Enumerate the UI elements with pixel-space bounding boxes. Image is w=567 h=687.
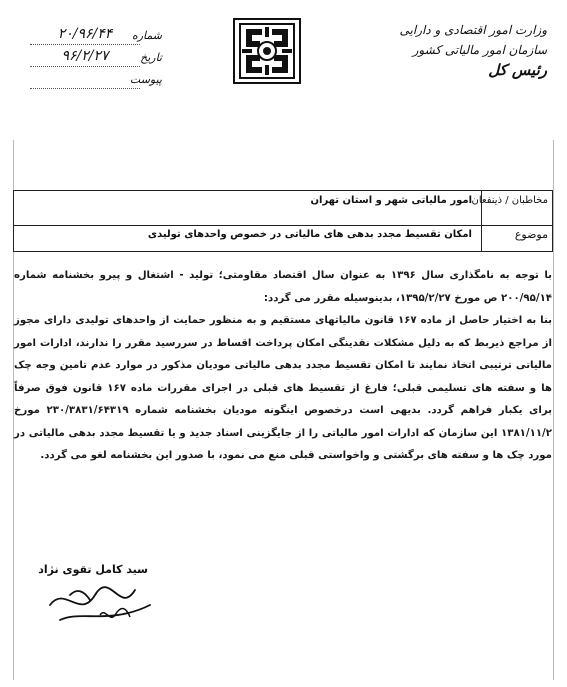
organization-name: سازمان امور مالیاتی کشور — [412, 43, 547, 57]
body-paragraph-main: بنا به اختیار حاصل از ماده ۱۶۷ قانون مالیاتهای مستقیم و به منظور حمایت از واحدهای تولیدی دارای مجوز از مراجع ذیربط که به دلیل مشکلات نقدینگی امکان پرداخت اقساط در سررسید مقرر را ندارند، ادارات امور مالیاتی ترتیبی اتخاذ نمایند تا امکان تقسیط مجدد بدهی مالیاتی مودیان مذکور در موارد عدم تامین وجه چک ها و سفته های تسلیمی قبلی؛ فارغ از تقسیط های قبلی در اجرای مقررات ماده ۱۶۷ قانون فوق صرفاً برای یکبار فراهم گردد. بدیهی است درخصوص اینگونه مودیان بخشنامه شماره ۲۳۰/۳۸۳۱/۶۴۳۱۹ مورخ ۱۳۸۱/۱۱/۲ این سازمان که ادارات امور مالیاتی را از جایگزینی اسناد جدید و یا تقسیط مجدد بدهی مالیاتی در مورد چک ها و سفته های برگشتی و واخواستی قبلی منع می نمود، با صدور این بخشنامه لغو می گردد. — [14, 315, 552, 461]
recipients-value: امور مالیاتی شهر و استان تهران — [310, 195, 472, 206]
attachment-label: پیوست — [129, 73, 162, 86]
tax-organization-emblem-icon — [232, 17, 302, 85]
date-value: ۹۶/۲/۲۷ — [30, 48, 140, 67]
number-label: شماره — [131, 29, 162, 42]
number-row — [22, 26, 162, 48]
recipients-label: مخاطبان / ذینفعان — [471, 195, 548, 206]
signatory-name: سید کامل تقوی نژاد — [38, 563, 148, 576]
table-divider — [481, 225, 482, 251]
office-title: رئیس کل — [488, 61, 547, 79]
subject-value: امکان تقسیط مجدد بدهی های مالیاتی در خصوص واحدهای تولیدی — [147, 229, 472, 240]
handwritten-signature — [40, 575, 160, 635]
date-label: تاریخ — [140, 51, 162, 64]
attachment-value — [30, 70, 140, 89]
ministry-name: وزارت امور اقتصادی و دارایی — [399, 23, 547, 37]
recipients-subject-table — [13, 190, 553, 252]
right-margin-line — [553, 140, 554, 680]
recipients-row — [14, 191, 552, 226]
letterhead — [382, 20, 547, 80]
letter-body — [14, 265, 552, 468]
subject-row — [14, 225, 552, 251]
date-row — [22, 48, 162, 70]
body-paragraph-intro: با توجه به نامگذاری سال ۱۳۹۶ به عنوان سال اقتصاد مقاومتی؛ تولید - اشتغال و پیرو بخشنامه شماره ۲۰۰/۹۵/۱۴ ص مورخ ۱۳۹۵/۲/۲۷، بدینوسیله مقرر می گردد: — [14, 270, 553, 304]
attachment-row — [22, 70, 162, 92]
subject-label: موضوع — [514, 228, 548, 241]
number-value: ۲۰/۹۶/۴۴ — [30, 26, 140, 45]
letter-meta — [22, 26, 162, 92]
